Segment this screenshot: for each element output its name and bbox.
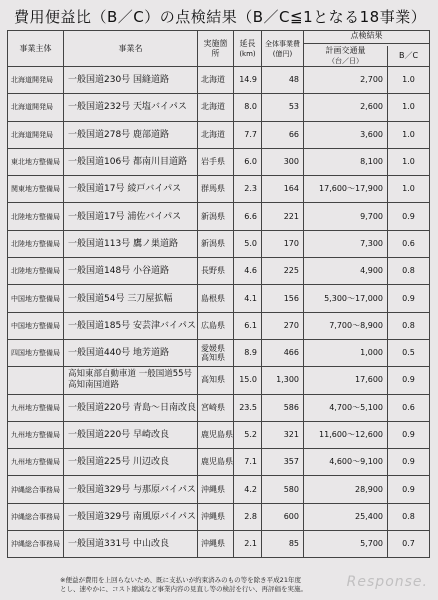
row-org: 東北地方整備局 xyxy=(8,148,64,175)
row-location: 愛媛県 高知県 xyxy=(198,339,234,366)
row-cost: 466 xyxy=(262,339,304,366)
table-row xyxy=(8,67,430,94)
row-length: 4.1 xyxy=(234,285,262,312)
row-org: 九州地方整備局 xyxy=(8,449,64,476)
row-bc: 1.0 xyxy=(388,148,430,175)
table-row xyxy=(8,531,430,558)
row-traffic: 9,700 xyxy=(304,203,388,230)
row-org: 北陸地方整備局 xyxy=(8,258,64,285)
row-org: 北陸地方整備局 xyxy=(8,230,64,257)
row-bc: 0.8 xyxy=(388,258,430,285)
header-bc: B／C xyxy=(398,51,419,60)
row-traffic: 1,000 xyxy=(304,339,388,366)
row-project: 一般国道232号 天塩バイパス xyxy=(64,94,198,121)
header-plan-group xyxy=(304,31,430,67)
row-traffic: 28,900 xyxy=(304,476,388,503)
table-row xyxy=(8,367,430,394)
table-row xyxy=(8,285,430,312)
header-cost-unit: (億円) xyxy=(272,49,293,58)
row-traffic: 2,700 xyxy=(304,67,388,94)
row-location: 北海道 xyxy=(198,67,234,94)
row-cost: 156 xyxy=(262,285,304,312)
row-org: 九州地方整備局 xyxy=(8,394,64,421)
row-length: 4.6 xyxy=(234,258,262,285)
row-bc: 1.0 xyxy=(388,94,430,121)
row-project: 一般国道106号 都南川目道路 xyxy=(64,148,198,175)
table-body xyxy=(8,67,430,558)
row-location: 沖縄県 xyxy=(198,476,234,503)
row-bc: 0.9 xyxy=(388,476,430,503)
row-cost: 48 xyxy=(262,67,304,94)
row-org: 北海道開発局 xyxy=(8,67,64,94)
row-org: 北海道開発局 xyxy=(8,121,64,148)
row-bc: 0.6 xyxy=(388,394,430,421)
row-length: 23.5 xyxy=(234,394,262,421)
row-project: 一般国道113号 鷹ノ巣道路 xyxy=(64,230,198,257)
row-bc: 0.7 xyxy=(388,531,430,558)
row-cost: 357 xyxy=(262,449,304,476)
row-org: 関東地方整備局 xyxy=(8,176,64,203)
row-project: 一般国道17号 浦佐バイパス xyxy=(64,203,198,230)
row-location: 新潟県 xyxy=(198,230,234,257)
header-org: 事業主体 xyxy=(8,31,64,67)
row-cost: 53 xyxy=(262,94,304,121)
row-cost: 600 xyxy=(262,503,304,530)
row-cost: 85 xyxy=(262,531,304,558)
row-location: 北海道 xyxy=(198,121,234,148)
row-org xyxy=(8,367,64,394)
row-bc: 0.8 xyxy=(388,312,430,339)
header-length-label: 延長 xyxy=(239,38,256,48)
row-bc: 0.8 xyxy=(388,503,430,530)
row-location: 広島県 xyxy=(198,312,234,339)
row-bc: 0.9 xyxy=(388,449,430,476)
header-traffic-unit: （台／日） xyxy=(328,57,363,65)
row-cost: 170 xyxy=(262,230,304,257)
row-cost: 66 xyxy=(262,121,304,148)
row-org: 九州地方整備局 xyxy=(8,421,64,448)
row-cost: 225 xyxy=(262,258,304,285)
row-bc: 1.0 xyxy=(388,176,430,203)
row-org: 中国地方整備局 xyxy=(8,312,64,339)
row-location: 長野県 xyxy=(198,258,234,285)
row-project: 一般国道17号 綾戸バイパス xyxy=(64,176,198,203)
row-traffic: 11,600～12,600 xyxy=(304,421,388,448)
header-traffic: 計画交通量 xyxy=(325,46,366,55)
header-location-label: 実施箇所 xyxy=(203,38,228,58)
row-location: 高知県 xyxy=(198,367,234,394)
row-bc: 0.9 xyxy=(388,203,430,230)
row-location: 北海道 xyxy=(198,94,234,121)
row-bc: 0.9 xyxy=(388,421,430,448)
row-traffic: 8,100 xyxy=(304,148,388,175)
row-length: 5.2 xyxy=(234,421,262,448)
watermark: Response. xyxy=(346,574,428,590)
header-cost xyxy=(262,31,304,67)
row-location: 沖縄県 xyxy=(198,503,234,530)
row-cost: 586 xyxy=(262,394,304,421)
row-traffic: 5,700 xyxy=(304,531,388,558)
table-row xyxy=(8,449,430,476)
row-length: 15.0 xyxy=(234,367,262,394)
row-traffic: 4,700～5,100 xyxy=(304,394,388,421)
row-length: 7.7 xyxy=(234,121,262,148)
row-project: 一般国道440号 地芳道路 xyxy=(64,339,198,366)
row-project: 一般国道225号 川辺改良 xyxy=(64,449,198,476)
table-row xyxy=(8,121,430,148)
row-bc: 0.5 xyxy=(388,339,430,366)
row-traffic: 5,300～17,000 xyxy=(304,285,388,312)
row-location: 鹿児島県 xyxy=(198,421,234,448)
row-cost: 221 xyxy=(262,203,304,230)
row-location: 宮崎県 xyxy=(198,394,234,421)
header-length xyxy=(234,31,262,67)
row-location: 岩手県 xyxy=(198,148,234,175)
row-cost: 580 xyxy=(262,476,304,503)
row-location: 新潟県 xyxy=(198,203,234,230)
row-length: 2.8 xyxy=(234,503,262,530)
row-traffic: 17,600～17,900 xyxy=(304,176,388,203)
row-traffic: 7,300 xyxy=(304,230,388,257)
table-row xyxy=(8,94,430,121)
header-row xyxy=(8,31,430,67)
row-traffic: 4,900 xyxy=(304,258,388,285)
row-traffic: 4,600～9,100 xyxy=(304,449,388,476)
row-length: 2.3 xyxy=(234,176,262,203)
table-row xyxy=(8,476,430,503)
table-row xyxy=(8,394,430,421)
table-row xyxy=(8,503,430,530)
row-org: 北陸地方整備局 xyxy=(8,203,64,230)
table-row xyxy=(8,230,430,257)
row-bc: 0.9 xyxy=(388,367,430,394)
footnote-line-1: ※便益が費用を上回らないため、既に支払いが約束済みのもの等を除き平成21年度 xyxy=(60,576,301,584)
row-cost: 1,300 xyxy=(262,367,304,394)
footnote xyxy=(60,576,307,594)
table-row xyxy=(8,312,430,339)
row-org: 四国地方整備局 xyxy=(8,339,64,366)
row-traffic: 3,600 xyxy=(304,121,388,148)
row-location: 沖縄県 xyxy=(198,531,234,558)
row-org: 北海道開発局 xyxy=(8,94,64,121)
row-project: 一般国道220号 早崎改良 xyxy=(64,421,198,448)
header-plan-group-label: 点検結果 xyxy=(304,31,430,44)
table-row xyxy=(8,339,430,366)
row-traffic: 25,400 xyxy=(304,503,388,530)
row-location: 島根県 xyxy=(198,285,234,312)
page-title: 費用便益比（B／C）の点検結果（B／C≦1となる18事業） xyxy=(14,8,427,26)
row-length: 6.0 xyxy=(234,148,262,175)
row-org: 沖縄総合事務局 xyxy=(8,531,64,558)
header-location xyxy=(198,31,234,67)
row-traffic: 2,600 xyxy=(304,94,388,121)
row-length: 14.9 xyxy=(234,67,262,94)
row-length: 5.0 xyxy=(234,230,262,257)
results-table xyxy=(7,30,430,558)
header-project: 事業名 xyxy=(64,31,198,67)
row-length: 8.0 xyxy=(234,94,262,121)
header-length-unit: (km) xyxy=(239,49,256,58)
row-traffic: 7,700～8,900 xyxy=(304,312,388,339)
row-bc: 1.0 xyxy=(388,67,430,94)
row-traffic: 17,600 xyxy=(304,367,388,394)
table-row xyxy=(8,258,430,285)
row-length: 4.2 xyxy=(234,476,262,503)
row-cost: 270 xyxy=(262,312,304,339)
table-row xyxy=(8,148,430,175)
row-cost: 321 xyxy=(262,421,304,448)
row-length: 8.9 xyxy=(234,339,262,366)
table-row xyxy=(8,203,430,230)
footnote-line-2: とし、速やかに、コスト縮減など事業内容の見直し等の検討を行い、再評価を実施。 xyxy=(60,585,307,593)
row-length: 2.1 xyxy=(234,531,262,558)
row-length: 7.1 xyxy=(234,449,262,476)
row-project: 一般国道331号 中山改良 xyxy=(64,531,198,558)
row-project: 一般国道329号 与那原バイパス xyxy=(64,476,198,503)
header-cost-label: 全体事業費 xyxy=(265,39,300,48)
row-project: 一般国道54号 三刀屋拡幅 xyxy=(64,285,198,312)
row-bc: 0.9 xyxy=(388,285,430,312)
row-cost: 300 xyxy=(262,148,304,175)
row-project: 一般国道329号 南風原バイパス xyxy=(64,503,198,530)
row-cost: 164 xyxy=(262,176,304,203)
row-project: 一般国道185号 安芸津バイパス xyxy=(64,312,198,339)
row-length: 6.1 xyxy=(234,312,262,339)
table-row xyxy=(8,421,430,448)
row-project: 一般国道148号 小谷道路 xyxy=(64,258,198,285)
row-location: 鹿児島県 xyxy=(198,449,234,476)
row-bc: 1.0 xyxy=(388,121,430,148)
row-location: 群馬県 xyxy=(198,176,234,203)
row-org: 沖縄総合事務局 xyxy=(8,476,64,503)
row-project: 一般国道230号 国縫道路 xyxy=(64,67,198,94)
row-project: 高知東部自動車道 一般国道55号 高知南国道路 xyxy=(64,367,198,394)
row-length: 6.6 xyxy=(234,203,262,230)
row-org: 中国地方整備局 xyxy=(8,285,64,312)
row-project: 一般国道220号 青島～日南改良 xyxy=(64,394,198,421)
table-row xyxy=(8,176,430,203)
row-project: 一般国道278号 鹿部道路 xyxy=(64,121,198,148)
row-org: 沖縄総合事務局 xyxy=(8,503,64,530)
row-bc: 0.6 xyxy=(388,230,430,257)
